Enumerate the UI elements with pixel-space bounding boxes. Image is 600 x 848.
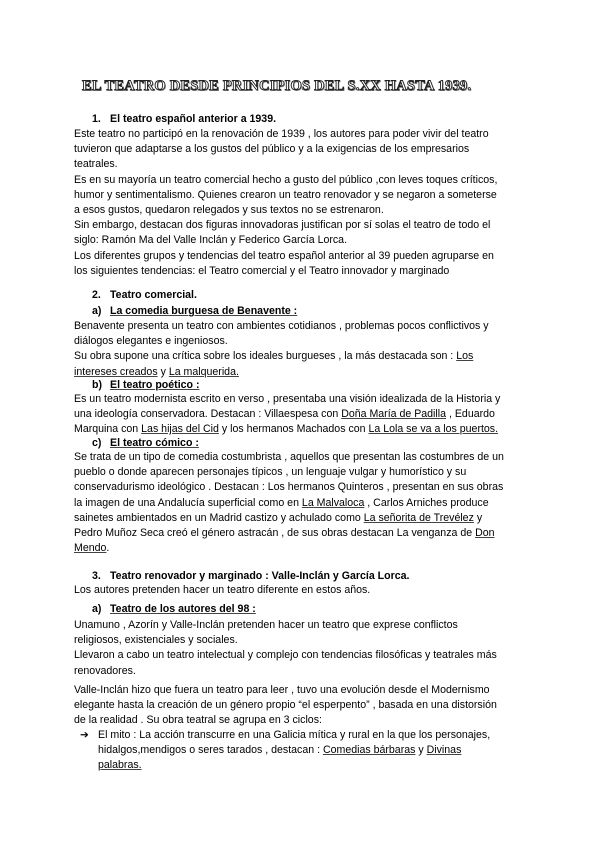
- section-2-number: 2.: [92, 289, 101, 301]
- paragraph-line: de la realidad . Su obra teatral se agrupa en 3 ciclos:: [74, 714, 322, 727]
- text-run: hidalgos,mendigos o seres tarados , destacan :: [98, 744, 321, 757]
- subsection-3a-body: [74, 618, 534, 679]
- paragraph-line: religiosos, existenciales y sociales.: [74, 634, 238, 647]
- subsection-2a-heading: [92, 305, 297, 317]
- section-1-heading: [92, 113, 276, 125]
- section-3-heading: [92, 570, 409, 582]
- paragraph-line: [74, 511, 534, 526]
- section-3-number: 3.: [92, 570, 101, 582]
- paragraph-line: [80, 728, 520, 743]
- work-title: intereses creados: [74, 365, 158, 378]
- paragraph-line: los siguientes tendencias: el Teatro comercial y el Teatro innovador y marginado: [74, 264, 450, 277]
- paragraph-line: [74, 422, 534, 437]
- paragraph-line: Sin embargo, destacan dos figuras innovadoras justifican por sí solas el teatro de todo el: [74, 219, 491, 232]
- subsection-2b-body: [74, 392, 534, 438]
- work-title: Comedias bárbaras: [322, 744, 416, 757]
- paragraph-line: Benavente presenta un teatro con ambientes cotidianos , problemas pocos conflictivos y: [74, 320, 489, 332]
- paragraph-line: Se trata de un tipo de comedia costumbrista , aquellos que presentan las costumbres de un: [74, 451, 504, 463]
- work-title: Mendo: [74, 542, 107, 555]
- subsection-2c-heading: [92, 437, 199, 449]
- work-title: Los: [456, 350, 474, 363]
- subsection-2a-title: La comedia burguesa de Benavente :: [110, 305, 298, 317]
- text-run: Marquina con: [74, 423, 139, 436]
- paragraph-line: [80, 758, 520, 773]
- paragraph-line: Los autores pretenden hacer un teatro diferente en estos años.: [74, 584, 371, 596]
- paragraph-line: tuvieron que adaptarse a los gustos del público y a la exigencias de los empresarios: [74, 143, 470, 156]
- paragraph-line: Llevaron a cabo un teatro intelectual y complejo con tendencias filosóficas y teatrales más: [74, 649, 497, 662]
- text-run: , Carlos Arniches produce: [367, 496, 489, 509]
- section-1-number: 1.: [92, 113, 101, 125]
- section-1-body: [74, 127, 534, 279]
- paragraph-line: Es en su mayoría un teatro comercial hecho a gusto del público ,con leves toques críticos,: [74, 173, 498, 186]
- text-run: y: [160, 365, 166, 378]
- paragraph-line: [74, 349, 534, 364]
- text-run: la imagen de una Andalucía superficial como en: [74, 496, 299, 509]
- section-3-title: Teatro renovador y marginado : Valle-Inclán y García Lorca.: [110, 570, 410, 582]
- paragraph-line: Los diferentes grupos y tendencias del teatro español anterior al 39 pueden agruparse en: [74, 249, 494, 262]
- paragraph-line: [74, 365, 534, 380]
- subsection-2b-title: El teatro poético :: [110, 379, 200, 391]
- work-title: Las hijas del Cid: [141, 423, 219, 436]
- text-run: y: [418, 744, 424, 757]
- paragraph-line: [74, 407, 534, 422]
- subsection-2a-body: [74, 319, 534, 380]
- subsection-2c-body: [74, 450, 534, 556]
- paragraph-line: siglo: Ramón Ma del Valle Inclán y Federico García Lorca.: [74, 234, 348, 247]
- section-2-title: Teatro comercial.: [110, 289, 197, 301]
- paragraph-line: [80, 743, 520, 758]
- paragraph-line: renovadores.: [74, 664, 136, 677]
- paragraph-line: humor y sentimentalismo. Quienes crearon un teatro renovador y se negaron a someterse: [74, 188, 497, 201]
- paragraph-line: [74, 526, 534, 541]
- paragraph-line: a esos gustos, quedaron relegados y sus textos no se estrenaron.: [74, 204, 384, 217]
- work-title: La malquerida.: [168, 365, 239, 378]
- work-title: Don: [475, 527, 495, 540]
- subsection-3a-title: Teatro de los autores del 98 :: [110, 603, 256, 615]
- subsection-2b-heading: [92, 379, 199, 391]
- paragraph-line: [74, 541, 534, 556]
- paragraph-line: elegante hasta la creación de un género propio “el esperpento” , basada en una distorsión: [74, 699, 497, 712]
- paragraph-line: teatrales.: [74, 158, 118, 171]
- paragraph-line: Este teatro no participó en la renovación de 1939 , los autores para poder vivir del teatro: [74, 128, 489, 140]
- text-run: , Eduardo: [448, 408, 495, 421]
- work-title: La Lola se va a los puertos.: [368, 423, 499, 436]
- subsection-2c-letter: c): [92, 437, 102, 449]
- text-run: una ideología conservadora. Destacan : Villaespesa con: [74, 408, 339, 421]
- section-1-title: El teatro español anterior a 1939.: [110, 113, 277, 125]
- work-title: Doña María de Padilla: [341, 408, 447, 421]
- document-title: EL TEATRO DESDE PRINCIPIOS DEL S.XX HASTA 1939.: [82, 78, 472, 94]
- paragraph-line: Es un teatro modernista escrito en verso , presentaba una visión idealizada de la Historia y: [74, 393, 501, 405]
- text-run: .: [106, 542, 110, 555]
- paragraph-line: pueblo o donde aparecen personajes típicos , un lenguaje vulgar y humorístico y su: [74, 466, 467, 479]
- work-title: La Malvaloca: [301, 496, 365, 509]
- subsection-2a-letter: a): [92, 305, 102, 317]
- paragraph-line: diálogos elegantes e ingeniosos.: [74, 335, 228, 348]
- subsection-3a-heading: [92, 603, 256, 615]
- paragraph-line: [74, 496, 534, 511]
- subsection-2b-letter: b): [92, 379, 102, 391]
- valle-inclan-paragraph: [74, 683, 534, 729]
- text-run: Pedro Muñoz Seca creó el género astracán , de sus obras destacan La venganza de: [74, 527, 473, 540]
- work-title: La señorita de Trevélez: [363, 511, 474, 524]
- text-run: sainetes ambientados en un Madrid castizo y achulado como: [74, 511, 361, 524]
- text-run: El mito : La acción transcurre en una Galicia mítica y rural en la que los personajes,: [98, 729, 491, 741]
- arrow-bullet-icon: ➔: [80, 729, 89, 741]
- text-run: Su obra supone una crítica sobre los ideales burgueses , la más destacada son :: [74, 350, 454, 363]
- paragraph-line: Valle-Inclán hizo que fuera un teatro para leer , tuvo una evolución desde el Modernismo: [74, 684, 490, 696]
- subsection-3a-letter: a): [92, 603, 102, 615]
- work-title: Divinas: [426, 744, 462, 757]
- section-3-intro: [74, 583, 534, 598]
- text-run: y los hermanos Machados con: [221, 423, 366, 436]
- paragraph-line: Unamuno , Azorín y Valle-Inclán pretenden hacer un teatro que exprese conflictos: [74, 619, 458, 631]
- section-2-heading: [92, 289, 197, 301]
- work-title: palabras.: [98, 759, 142, 772]
- paragraph-line: conservadurismo ideológico . Destacan : Los hermanos Quinteros , presentan en sus obras: [74, 481, 504, 494]
- text-run: y: [476, 511, 483, 524]
- subsection-2c-title: El teatro cómico :: [110, 437, 199, 449]
- bullet-item-mito: [80, 728, 520, 774]
